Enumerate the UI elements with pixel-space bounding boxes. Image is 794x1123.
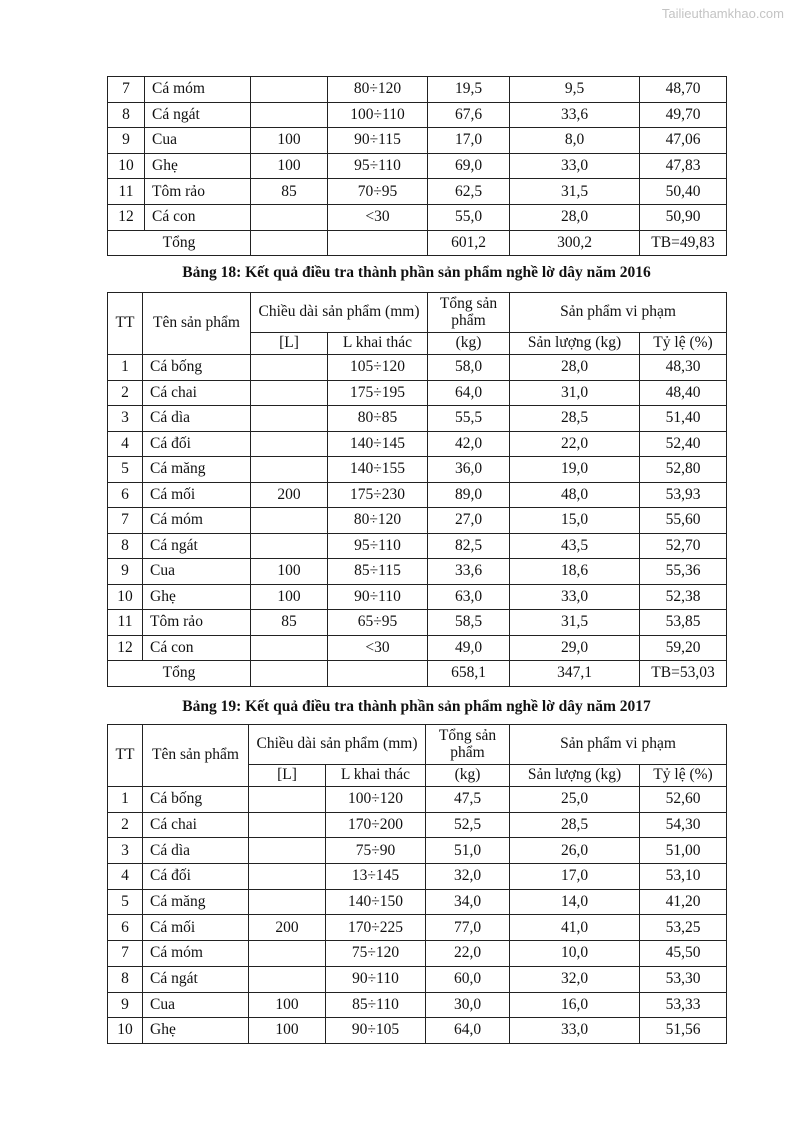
header-violation: Sản phẩm vi phạm	[510, 725, 727, 765]
cell-product-name: Cá đối	[143, 864, 249, 890]
cell-l: 100	[251, 584, 328, 610]
header-l: [L]	[249, 765, 326, 787]
cell-l	[251, 102, 328, 128]
cell-total: 34,0	[426, 889, 510, 915]
header-total: Tổng sản phẩm	[428, 293, 510, 333]
cell-tt: 3	[108, 406, 143, 432]
cell-tt: 9	[108, 559, 143, 585]
cell-violation-rate: 55,36	[640, 559, 727, 585]
cell-tt: 8	[108, 966, 143, 992]
table-row	[108, 508, 727, 534]
cell-l: 100	[249, 992, 326, 1018]
table-row	[108, 559, 727, 585]
cell-tt: 9	[108, 992, 143, 1018]
cell-tt: 7	[108, 77, 145, 103]
cell-total: 52,5	[426, 812, 510, 838]
table-row	[108, 102, 727, 128]
cell-violation-output: 28,5	[510, 406, 640, 432]
cell-total: 32,0	[426, 864, 510, 890]
cell-violation-output: 31,0	[510, 380, 640, 406]
cell-tt: 7	[108, 508, 143, 534]
cell-violation-output: 33,0	[510, 584, 640, 610]
cell-l	[249, 838, 326, 864]
cell-total: 49,0	[428, 635, 510, 661]
cell-l: 200	[249, 915, 326, 941]
cell-l	[251, 77, 328, 103]
table-row	[108, 610, 727, 636]
cell-total-label: Tổng	[108, 230, 251, 256]
cell-l: 100	[251, 559, 328, 585]
cell-tt: 7	[108, 941, 143, 967]
cell-violation-rate: 52,80	[640, 457, 727, 483]
cell-tt: 11	[108, 179, 145, 205]
cell-violation-output: 43,5	[510, 533, 640, 559]
cell-violation-output: 26,0	[510, 838, 640, 864]
cell-l	[251, 406, 328, 432]
cell-product-name: Cá con	[143, 635, 251, 661]
table-row	[108, 406, 727, 432]
cell-tt: 6	[108, 915, 143, 941]
cell-total-violation: 300,2	[510, 230, 640, 256]
table-row	[108, 77, 727, 103]
cell-product-name: Cá dìa	[143, 406, 251, 432]
cell-l	[251, 533, 328, 559]
table-row	[108, 128, 727, 154]
cell-tt: 1	[108, 787, 143, 813]
cell-product-name: Cua	[143, 559, 251, 585]
cell-l	[249, 941, 326, 967]
cell-product-name: Cá mối	[143, 915, 249, 941]
table-row	[108, 179, 727, 205]
table-row	[108, 457, 727, 483]
cell-l-catch: 100÷120	[326, 787, 426, 813]
cell-violation-output: 9,5	[510, 77, 640, 103]
header-length: Chiều dài sản phẩm (mm)	[249, 725, 426, 765]
cell-l: 85	[251, 610, 328, 636]
cell-total: 42,0	[428, 431, 510, 457]
cell-product-name: Cá móm	[145, 77, 251, 103]
cell-total-violation: 347,1	[510, 661, 640, 687]
cell-product-name: Cá móm	[143, 508, 251, 534]
table-row	[108, 380, 727, 406]
cell-l: 200	[251, 482, 328, 508]
cell-l-catch: 85÷115	[328, 559, 428, 585]
cell-violation-rate: 52,60	[640, 787, 727, 813]
cell-violation-output: 33,0	[510, 153, 640, 179]
cell-l-catch: 65÷95	[328, 610, 428, 636]
cell-l-catch: 95÷110	[328, 533, 428, 559]
cell-l-catch: 140÷155	[328, 457, 428, 483]
cell-violation-rate: 47,06	[640, 128, 727, 154]
cell-violation-rate: 52,70	[640, 533, 727, 559]
cell-tt: 5	[108, 889, 143, 915]
cell-product-name: Cá con	[145, 204, 251, 230]
cell-product-name: Cá măng	[143, 457, 251, 483]
header-output: Sản lượng (kg)	[510, 765, 640, 787]
cell-violation-rate: 53,30	[640, 966, 727, 992]
cell-violation-output: 29,0	[510, 635, 640, 661]
cell-total: 51,0	[426, 838, 510, 864]
cell-violation-output: 8,0	[510, 128, 640, 154]
table-row	[108, 864, 727, 890]
header-tt: TT	[108, 293, 143, 355]
cell-total-sum: 601,2	[428, 230, 510, 256]
table-18-caption: Bảng 18: Kết quả điều tra thành phần sản phẩm nghề lờ dây năm 2016	[182, 264, 651, 281]
header-product-name: Tên sản phẩm	[143, 725, 249, 787]
cell-tt: 10	[108, 153, 145, 179]
cell-tt: 2	[108, 380, 143, 406]
cell-l-catch: 90÷105	[326, 1018, 426, 1044]
cell-product-name: Cá ngát	[145, 102, 251, 128]
header-rate: Tỷ lệ (%)	[640, 765, 727, 787]
cell-total: 30,0	[426, 992, 510, 1018]
cell-l-catch: 90÷110	[326, 966, 426, 992]
cell-tt: 8	[108, 102, 145, 128]
cell-tt: 2	[108, 812, 143, 838]
header-l-catch: L khai thác	[326, 765, 426, 787]
cell-violation-rate: 53,85	[640, 610, 727, 636]
cell-l-catch: 80÷85	[328, 406, 428, 432]
cell-l-catch: 13÷145	[326, 864, 426, 890]
table-row	[108, 787, 727, 813]
cell-product-name: Cá chai	[143, 380, 251, 406]
table-19-body	[108, 787, 727, 1044]
header-total: Tổng sản phẩm	[426, 725, 510, 765]
table-row	[108, 812, 727, 838]
cell-violation-rate: 48,70	[640, 77, 727, 103]
cell-l-catch: <30	[328, 635, 428, 661]
cell-total: 64,0	[428, 380, 510, 406]
cell-product-name: Cá bống	[143, 787, 249, 813]
cell-l-catch: 80÷120	[328, 77, 428, 103]
cell-total: 89,0	[428, 482, 510, 508]
cell-total: 27,0	[428, 508, 510, 534]
cell-l-catch: 80÷120	[328, 508, 428, 534]
header-product-name: Tên sản phẩm	[143, 293, 251, 355]
cell-tt: 10	[108, 1018, 143, 1044]
cell-l	[251, 457, 328, 483]
cell-violation-output: 17,0	[510, 864, 640, 890]
cell-violation-rate: 50,40	[640, 179, 727, 205]
table-18-header	[108, 293, 727, 355]
header-rate: Tỷ lệ (%)	[640, 333, 727, 355]
cell-product-name: Cá dìa	[143, 838, 249, 864]
cell-l-catch: 105÷120	[328, 355, 428, 381]
cell-product-name: Tôm rảo	[145, 179, 251, 205]
cell-l	[251, 380, 328, 406]
header-total-unit: (kg)	[428, 333, 510, 355]
cell-total: 22,0	[426, 941, 510, 967]
cell-violation-rate: 48,40	[640, 380, 727, 406]
cell-total-average: TB=49,83	[640, 230, 727, 256]
cell-l	[249, 889, 326, 915]
cell-product-name: Cua	[143, 992, 249, 1018]
cell-l-catch: 75÷120	[326, 941, 426, 967]
table-19-caption: Bảng 19: Kết quả điều tra thành phần sản phẩm nghề lờ dây năm 2017	[182, 698, 651, 715]
cell-violation-output: 10,0	[510, 941, 640, 967]
cell-l-catch: 85÷110	[326, 992, 426, 1018]
cell-product-name: Ghẹ	[143, 1018, 249, 1044]
cell-l: 100	[251, 128, 328, 154]
cell-tt: 9	[108, 128, 145, 154]
cell-violation-output: 41,0	[510, 915, 640, 941]
cell-violation-rate: 50,90	[640, 204, 727, 230]
cell-violation-rate: 53,10	[640, 864, 727, 890]
cell-l: 100	[251, 153, 328, 179]
table-19	[107, 724, 727, 1044]
table-row	[108, 915, 727, 941]
cell-total-label: Tổng	[108, 661, 251, 687]
table-row	[108, 482, 727, 508]
table-row	[108, 533, 727, 559]
cell-total: 19,5	[428, 77, 510, 103]
cell-product-name: Cá măng	[143, 889, 249, 915]
cell-product-name: Ghẹ	[143, 584, 251, 610]
cell-l-catch: 70÷95	[328, 179, 428, 205]
cell-violation-rate: 52,38	[640, 584, 727, 610]
cell-violation-rate: 51,00	[640, 838, 727, 864]
cell-tt: 12	[108, 204, 145, 230]
cell-total: 67,6	[428, 102, 510, 128]
cell-violation-rate: 53,93	[640, 482, 727, 508]
cell-empty	[328, 661, 428, 687]
table-18-body	[108, 355, 727, 687]
table-19-header	[108, 725, 727, 787]
cell-tt: 4	[108, 864, 143, 890]
cell-total: 36,0	[428, 457, 510, 483]
cell-total: 47,5	[426, 787, 510, 813]
cell-violation-output: 22,0	[510, 431, 640, 457]
header-total-unit: (kg)	[426, 765, 510, 787]
cell-tt: 1	[108, 355, 143, 381]
cell-l-catch: 140÷150	[326, 889, 426, 915]
cell-l-catch: 75÷90	[326, 838, 426, 864]
cell-tt: 6	[108, 482, 143, 508]
cell-violation-rate: 52,40	[640, 431, 727, 457]
cell-violation-output: 15,0	[510, 508, 640, 534]
cell-product-name: Cá ngát	[143, 533, 251, 559]
cell-violation-output: 25,0	[510, 787, 640, 813]
cell-violation-output: 31,5	[510, 179, 640, 205]
table-row	[108, 584, 727, 610]
cell-total-average: TB=53,03	[640, 661, 727, 687]
table-row	[108, 838, 727, 864]
cell-l: 100	[249, 1018, 326, 1044]
cell-product-name: Cá ngát	[143, 966, 249, 992]
cell-total: 62,5	[428, 179, 510, 205]
cell-violation-rate: 55,60	[640, 508, 727, 534]
cell-violation-output: 28,0	[510, 204, 640, 230]
cell-violation-rate: 54,30	[640, 812, 727, 838]
cell-total: 17,0	[428, 128, 510, 154]
cell-violation-output: 18,6	[510, 559, 640, 585]
cell-l-catch: 170÷200	[326, 812, 426, 838]
header-violation: Sản phẩm vi phạm	[510, 293, 727, 333]
cell-l-catch: 100÷110	[328, 102, 428, 128]
cell-l-catch: 95÷110	[328, 153, 428, 179]
cell-product-name: Cá đối	[143, 431, 251, 457]
cell-violation-rate: 48,30	[640, 355, 727, 381]
cell-tt: 10	[108, 584, 143, 610]
cell-violation-output: 33,6	[510, 102, 640, 128]
cell-tt: 5	[108, 457, 143, 483]
watermark: Tailieuthamkhao.com	[661, 6, 784, 21]
cell-violation-rate: 53,25	[640, 915, 727, 941]
table-row	[108, 431, 727, 457]
header-tt: TT	[108, 725, 143, 787]
total-row	[108, 230, 727, 256]
cell-violation-output: 32,0	[510, 966, 640, 992]
cell-total: 58,5	[428, 610, 510, 636]
total-row	[108, 661, 727, 687]
cell-product-name: Ghẹ	[145, 153, 251, 179]
cell-violation-output: 48,0	[510, 482, 640, 508]
table-row	[108, 941, 727, 967]
cell-l-catch: <30	[328, 204, 428, 230]
cell-product-name: Cá móm	[143, 941, 249, 967]
cell-violation-output: 16,0	[510, 992, 640, 1018]
table-18	[107, 292, 727, 687]
cell-product-name: Cá chai	[143, 812, 249, 838]
cell-l	[251, 635, 328, 661]
cell-empty	[328, 230, 428, 256]
cell-l	[249, 966, 326, 992]
cell-total: 82,5	[428, 533, 510, 559]
cell-violation-output: 31,5	[510, 610, 640, 636]
cell-total: 33,6	[428, 559, 510, 585]
cell-l-catch: 175÷195	[328, 380, 428, 406]
cell-violation-rate: 51,56	[640, 1018, 727, 1044]
cell-total: 58,0	[428, 355, 510, 381]
header-l: [L]	[251, 333, 328, 355]
cell-l-catch: 140÷145	[328, 431, 428, 457]
cell-total: 77,0	[426, 915, 510, 941]
table-row	[108, 1018, 727, 1044]
cell-tt: 12	[108, 635, 143, 661]
cell-tt: 3	[108, 838, 143, 864]
cell-violation-output: 14,0	[510, 889, 640, 915]
cell-l: 85	[251, 179, 328, 205]
cell-violation-rate: 45,50	[640, 941, 727, 967]
cell-total: 63,0	[428, 584, 510, 610]
cell-l	[251, 204, 328, 230]
table-row	[108, 355, 727, 381]
cell-empty	[251, 661, 328, 687]
cell-violation-rate: 53,33	[640, 992, 727, 1018]
cell-violation-output: 28,0	[510, 355, 640, 381]
cell-l	[251, 355, 328, 381]
cell-total: 55,5	[428, 406, 510, 432]
header-length: Chiều dài sản phẩm (mm)	[251, 293, 428, 333]
cell-total: 69,0	[428, 153, 510, 179]
cell-violation-output: 19,0	[510, 457, 640, 483]
cell-l	[249, 864, 326, 890]
table-continued	[107, 76, 727, 256]
cell-l-catch: 90÷110	[328, 584, 428, 610]
cell-product-name: Cá bống	[143, 355, 251, 381]
cell-violation-rate: 47,83	[640, 153, 727, 179]
cell-violation-rate: 41,20	[640, 889, 727, 915]
cell-total: 60,0	[426, 966, 510, 992]
cell-violation-rate: 49,70	[640, 102, 727, 128]
cell-l	[249, 787, 326, 813]
table-row	[108, 889, 727, 915]
cell-tt: 11	[108, 610, 143, 636]
table-row	[108, 966, 727, 992]
cell-product-name: Cá mối	[143, 482, 251, 508]
cell-violation-rate: 51,40	[640, 406, 727, 432]
cell-product-name: Tôm rảo	[143, 610, 251, 636]
cell-violation-output: 28,5	[510, 812, 640, 838]
cell-total-sum: 658,1	[428, 661, 510, 687]
cell-l	[251, 508, 328, 534]
cell-violation-rate: 59,20	[640, 635, 727, 661]
cell-total: 55,0	[428, 204, 510, 230]
cell-l	[249, 812, 326, 838]
cell-empty	[251, 230, 328, 256]
table-row	[108, 204, 727, 230]
cell-l	[251, 431, 328, 457]
table-row	[108, 153, 727, 179]
table-row	[108, 992, 727, 1018]
cell-l-catch: 90÷115	[328, 128, 428, 154]
cell-tt: 8	[108, 533, 143, 559]
cell-product-name: Cua	[145, 128, 251, 154]
header-output: Sản lượng (kg)	[510, 333, 640, 355]
cell-total: 64,0	[426, 1018, 510, 1044]
cell-l-catch: 175÷230	[328, 482, 428, 508]
header-l-catch: L khai thác	[328, 333, 428, 355]
cell-tt: 4	[108, 431, 143, 457]
cell-l-catch: 170÷225	[326, 915, 426, 941]
table-row	[108, 635, 727, 661]
table-continued-body	[108, 77, 727, 256]
cell-violation-output: 33,0	[510, 1018, 640, 1044]
